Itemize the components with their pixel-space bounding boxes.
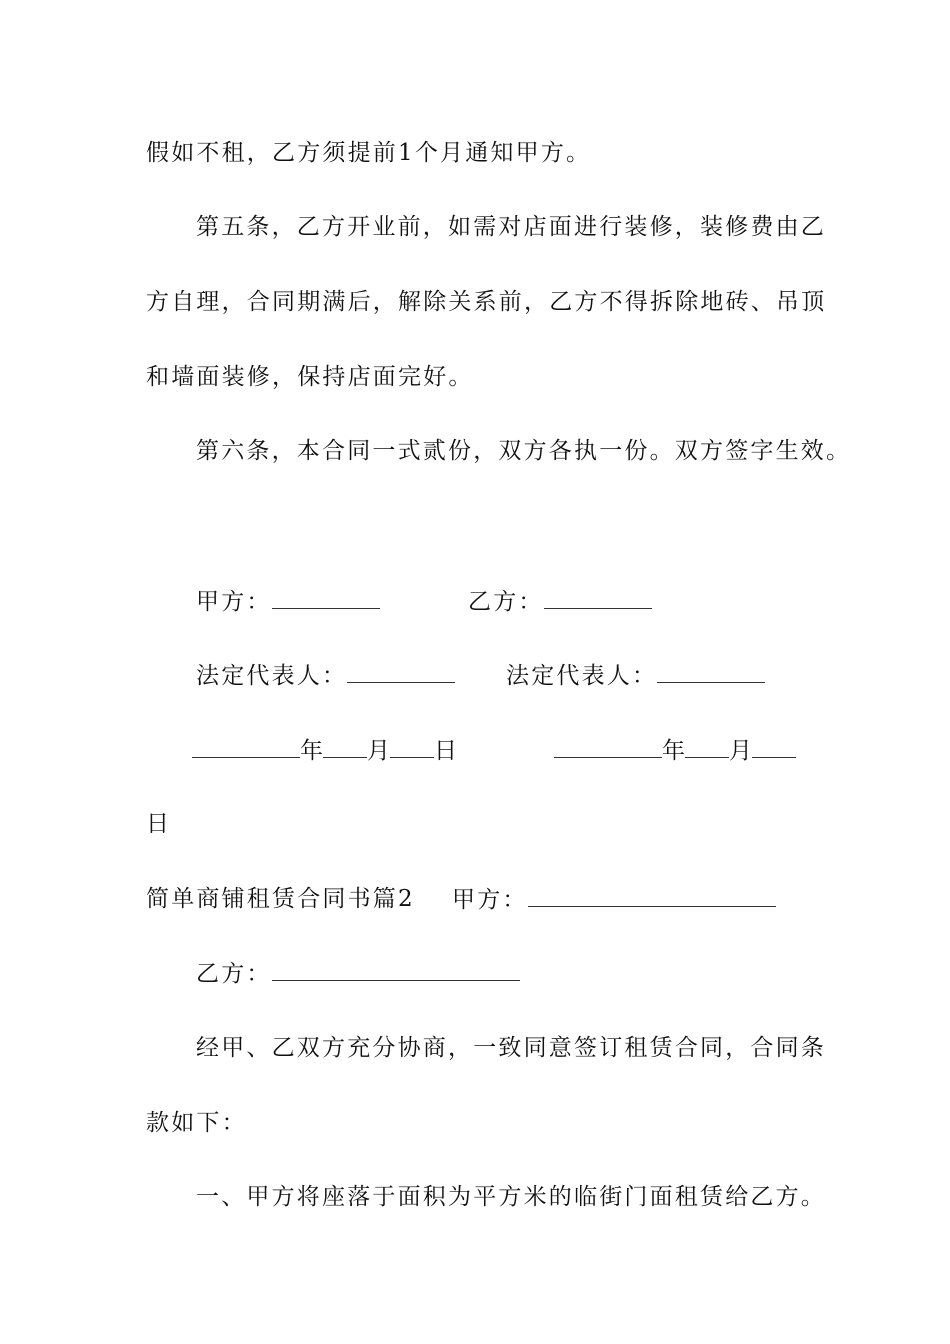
year-blank <box>554 735 662 758</box>
day-label-wrapped: 日 <box>146 811 172 837</box>
day-blank <box>390 735 434 758</box>
section-2-title-line <box>146 884 415 914</box>
year-blank <box>192 735 300 758</box>
date-a <box>192 735 457 766</box>
party-b-label: 乙方： <box>196 961 272 987</box>
rep-a-signature <box>196 660 455 691</box>
clause-1: 一、甲方将座落于面积为平方米的临街门面租赁给乙方。 <box>196 1184 826 1210</box>
day-label: 日 <box>434 738 457 764</box>
party-b-label: 乙方： <box>468 589 544 615</box>
intro-line-1: 经甲、乙双方充分协商，一致同意签订租赁合同，合同条 <box>196 1035 826 1061</box>
section-2-party-a <box>452 884 776 915</box>
month-label: 月 <box>729 738 752 764</box>
party-a-label: 甲方： <box>452 887 528 913</box>
party-a-signature <box>196 586 380 617</box>
section-2-party-b <box>196 958 520 989</box>
rep-a-label: 法定代表人： <box>196 663 348 689</box>
article-5-line-2: 方自理，合同期满后，解除关系前，乙方不得拆除地砖、吊顶 <box>146 289 827 315</box>
year-label: 年 <box>300 738 323 764</box>
rep-b-blank <box>657 660 765 683</box>
party-a-label: 甲方： <box>196 589 272 615</box>
intro-line-2: 款如下： <box>146 1110 247 1136</box>
year-label: 年 <box>662 738 685 764</box>
day-blank <box>752 735 796 758</box>
month-label: 月 <box>367 738 390 764</box>
date-b <box>554 735 796 766</box>
party-b-blank <box>544 586 652 609</box>
section-2-title: 简单商铺租赁合同书篇2 <box>146 886 415 912</box>
rep-b-label: 法定代表人： <box>506 663 658 689</box>
month-blank <box>685 735 729 758</box>
text-line: 假如不租，乙方须提前1个月通知甲方。 <box>146 140 592 166</box>
month-blank <box>323 735 367 758</box>
party-a-blank <box>528 884 776 907</box>
article-6: 第六条，本合同一式贰份，双方各执一份。双方签字生效。 <box>196 438 852 464</box>
rep-b-signature <box>506 660 765 691</box>
party-b-signature <box>468 586 652 617</box>
party-a-blank <box>272 586 380 609</box>
rep-a-blank <box>347 660 455 683</box>
article-5-line-3: 和墙面装修，保持店面完好。 <box>146 364 474 390</box>
party-b-blank <box>272 958 520 981</box>
article-5-line-1: 第五条，乙方开业前，如需对店面进行装修，装修费由乙 <box>196 214 826 240</box>
